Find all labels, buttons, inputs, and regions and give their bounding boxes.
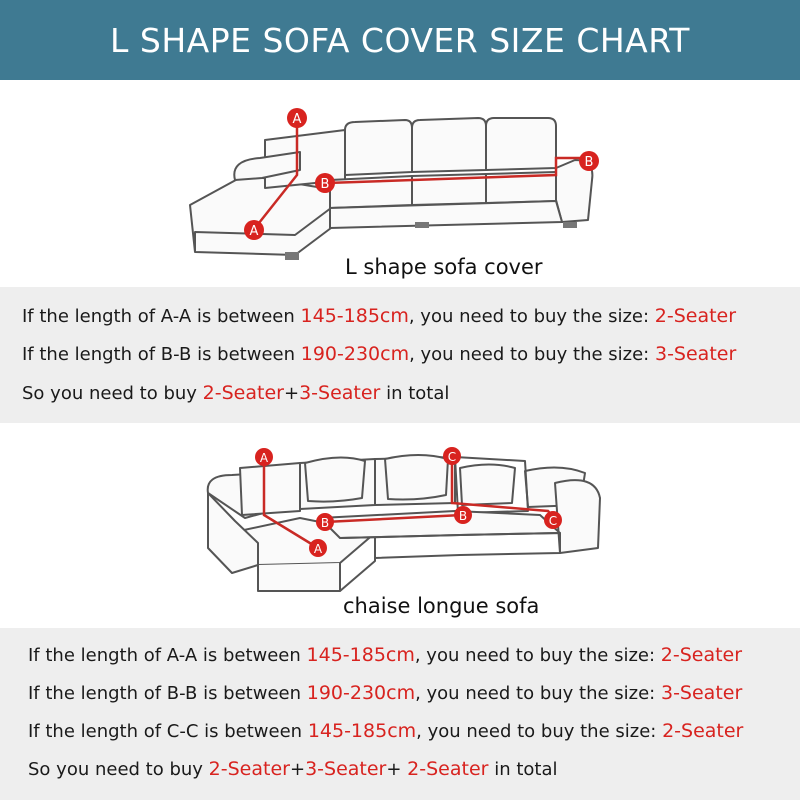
line-text: So you need to buy (28, 759, 209, 780)
svg-text:A: A (259, 451, 269, 465)
l-shape-caption: L shape sofa cover (345, 255, 543, 279)
page-title: L SHAPE SOFA COVER SIZE CHART (110, 20, 690, 60)
marker-a-top (255, 448, 273, 466)
size-line-a-a (22, 305, 736, 327)
range-value: 145-185cm (306, 644, 415, 666)
svg-text:B: B (320, 177, 330, 192)
size-value: 2-Seater (208, 758, 290, 780)
size-line-b-b (28, 682, 742, 704)
marker-b-right (579, 151, 599, 171)
plus-sign: + (289, 759, 306, 780)
size-line-a-a (28, 644, 742, 666)
title-banner (0, 0, 800, 80)
size-value: 3-Seater (654, 343, 737, 365)
marker-c-right (544, 511, 562, 529)
size-value: 3-Seater (305, 758, 387, 780)
line-text: , you need to buy the size: (415, 683, 661, 704)
marker-a-bottom (244, 220, 264, 240)
size-line-c-c (28, 720, 743, 742)
chaise-longue-caption: chaise longue sofa (343, 594, 540, 618)
size-value: 2-Seater (660, 644, 743, 666)
chaise-longue-size-info (0, 628, 800, 800)
line-text: in total (488, 759, 558, 780)
line-text: , you need to buy the size: (408, 306, 655, 327)
size-value: 2-Seater (202, 382, 284, 404)
plus-sign: + (283, 383, 300, 404)
svg-text:B: B (458, 509, 468, 523)
line-text: So you need to buy (22, 383, 203, 404)
svg-text:B: B (584, 155, 594, 170)
marker-c-top (443, 447, 461, 465)
line-text: , you need to buy the size: (414, 645, 661, 666)
line-text: , you need to buy the size: (409, 344, 655, 365)
size-value: 3-Seater (299, 382, 381, 404)
line-text: in total (380, 383, 450, 404)
svg-text:C: C (548, 514, 558, 528)
line-text: If the length of A-A is between (28, 645, 307, 666)
marker-b-right (454, 506, 472, 524)
size-value: 2-Seater (662, 720, 744, 742)
line-text: If the length of B-B is between (28, 683, 307, 704)
line-text: If the length of A-A is between (22, 306, 301, 327)
svg-text:A: A (313, 542, 323, 556)
size-value: 3-Seater (660, 682, 743, 704)
total-line (28, 758, 557, 780)
svg-text:C: C (447, 450, 457, 464)
plus-sign: + (386, 759, 408, 780)
l-shape-size-info (0, 287, 800, 423)
size-value: 2-Seater (654, 305, 737, 327)
svg-text:A: A (292, 112, 302, 127)
range-value: 145-185cm (300, 305, 409, 327)
size-line-b-b (22, 343, 736, 365)
svg-text:A: A (249, 224, 259, 239)
line-text: If the length of B-B is between (22, 344, 301, 365)
marker-b-left (315, 173, 335, 193)
svg-text:B: B (320, 516, 330, 530)
size-value: 2-Seater (407, 758, 489, 780)
total-line (22, 382, 449, 404)
marker-b-left (316, 513, 334, 531)
marker-a-top (287, 108, 307, 128)
range-value: 190-230cm (300, 343, 410, 365)
range-value: 190-230cm (306, 682, 416, 704)
range-value: 145-185cm (307, 720, 417, 742)
marker-a-bottom (309, 539, 327, 557)
line-text: , you need to buy the size: (416, 721, 663, 742)
line-text: If the length of C-C is between (28, 721, 308, 742)
